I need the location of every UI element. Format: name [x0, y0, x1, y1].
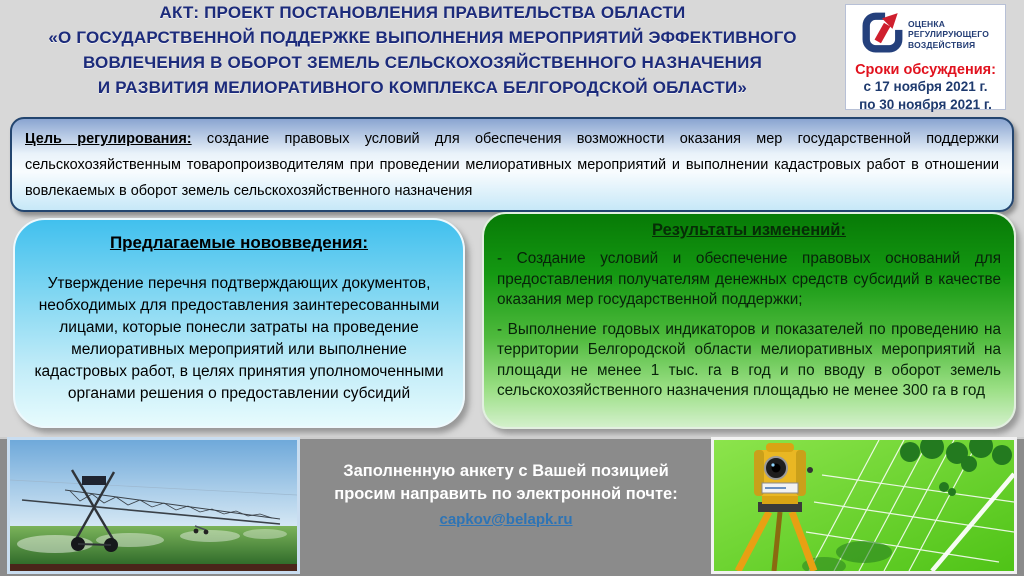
ria-logo-line: ОЦЕНКА [907, 18, 946, 29]
innovations-body: Утверждение перечня подтверждающих документов, необходимых для предоставления заинтересованными лицами, которые понесли затраты на проведение мелиоративных мероприятий или выполнение кадастровых работ, в целях принятия уполномоченными органами решения о предоставлении субсидий [34, 275, 444, 402]
discussion-deadline-label: Сроки обсуждения: [855, 62, 996, 78]
results-item-2: - Выполнение годовых индикаторов и показателей по проведению на территории Белгородской области мелиоративных мероприятий на площади не менее 1 тыс. га в год и по вводу в оборот земель сельскохозяйственного назначения площадью не менее 300 га в год [497, 320, 1001, 399]
footer-note-line-2: просим направить по электронной почте: [334, 485, 678, 503]
slide-title [0, 0, 845, 100]
ria-logo-line: ВОЗДЕЙСТВИЯ [907, 39, 976, 50]
email-link[interactable]: capkov@belapk.ru [439, 511, 573, 528]
land-surveying-photo [711, 437, 1017, 574]
discussion-date-from: с 17 ноября 2021 г. [863, 79, 988, 94]
proposed-innovations-box [13, 218, 465, 428]
goal-label: Цель регулирования: [25, 131, 192, 147]
regulation-goal-box [10, 117, 1014, 212]
discussion-date-to: по 30 ноября 2021 г. [859, 97, 992, 112]
footer-note [300, 460, 712, 531]
ria-logo [862, 11, 989, 58]
irrigation-field-photo [7, 437, 300, 574]
change-results-box [482, 212, 1016, 429]
innovations-title: Предлагаемые нововведения: [109, 233, 369, 252]
title-line-4: И РАЗВИТИЯ МЕЛИОРАТИВНОГО КОМПЛЕКСА БЕЛГОРОДСКОЙ ОБЛАСТИ» [97, 78, 748, 97]
goal-text: создание правовых условий для обеспечения возможности оказания мер государственной поддержки сельскохозяйственным товаропроизводителям при проведении мелиоративных мероприятий и выполнении кадастровых работ в отношении вовлекаемых в оборот земель сельскохозяйственного назначения [25, 131, 999, 199]
ria-logo-line: РЕГУЛИРУЮЩЕГО [907, 29, 990, 40]
ria-logo-icon [862, 11, 904, 58]
title-line-1: АКТ: ПРОЕКТ ПОСТАНОВЛЕНИЯ ПРАВИТЕЛЬСТВА ОБЛАСТИ [159, 3, 686, 22]
ria-badge [845, 4, 1006, 110]
title-line-3: ВОВЛЕЧЕНИЯ В ОБОРОТ ЗЕМЕЛЬ СЕЛЬСКОХОЗЯЙСТВЕННОГО НАЗНАЧЕНИЯ [83, 53, 762, 72]
results-item-1: - Создание условий и обеспечение правовых оснований для предоставления получателям денежных средств субсидий в качестве оказания мер государственной поддержки; [497, 250, 1001, 308]
ria-logo-caption [908, 19, 989, 51]
results-title: Результаты изменений: [652, 221, 846, 239]
footer-note-line-1: Заполненную анкету с Вашей позицией [343, 462, 669, 480]
title-line-2: «О ГОСУДАРСТВЕННОЙ ПОДДЕРЖКЕ ВЫПОЛНЕНИЯ МЕРОПРИЯТИЙ ЭФФЕКТИВНОГО [48, 28, 797, 47]
